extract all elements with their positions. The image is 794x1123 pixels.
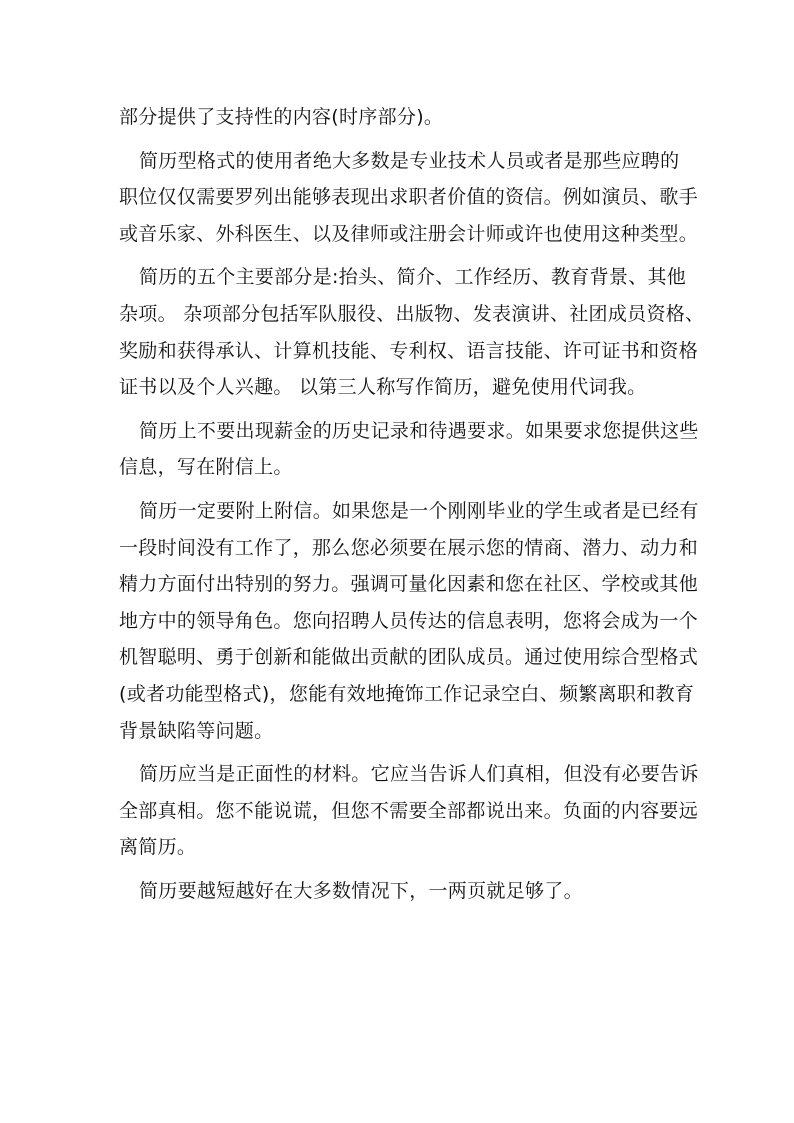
text-line: 一段时间没有工作了，那么您必须要在展示您的情商、潜力、动力和 [119, 536, 699, 559]
paragraph-5 [119, 493, 699, 749]
text-line: 职位仅仅需要罗列出能够表现出求职者价值的资信。例如演员、歌手 [119, 186, 699, 209]
text-line: 离简历。 [119, 836, 197, 859]
text-line: 部分提供了支持性的内容(时序部分)。 [119, 106, 444, 128]
text-line: 杂项。 杂项部分包括军队服役、出版物、发表演讲、社团成员资格、 [119, 302, 705, 325]
text-line: 证书以及个人兴趣。 以第三人称写作简历，避免使用代词我。 [119, 376, 647, 399]
text-line: (或者功能型格式)，您能有效地掩饰工作记录空白、频繁离职和教育 [119, 682, 695, 705]
text-line: 简历的五个主要部分是:抬头、简介、工作经历、教育背景、其他 [139, 266, 687, 289]
paragraph-3 [119, 259, 705, 405]
text-line: 信息，写在附信上。 [119, 456, 293, 479]
text-line: 简历一定要附上附信。如果您是一个刚刚毕业的学生或者是已经有 [139, 499, 699, 522]
paragraph-4 [119, 413, 699, 486]
text-line: 背景缺陷等问题。 [119, 719, 274, 742]
text-line: 地方中的领导角色。您向招聘人员传达的信息表明，您将会成为一个 [119, 609, 699, 632]
document-body [119, 99, 705, 916]
text-line: 简历型格式的使用者绝大多数是专业技术人员或者是那些应聘的 [139, 149, 680, 172]
text-line: 机智聪明、勇于创新和能做出贡献的团队成员。通过使用综合型格式 [119, 646, 699, 669]
paragraph-7 [119, 873, 679, 910]
text-line: 全部真相。您不能说谎，但您不需要全部都说出来。负面的内容要远 [119, 799, 699, 822]
text-line: 简历上不要出现薪金的历史记录和待遇要求。如果要求您提供这些 [139, 419, 699, 442]
text-line: 简历要越短越好在大多数情况下，一两页就足够了。 [139, 879, 583, 902]
text-line: 精力方面付出特别的努力。强调可量化因素和您在社区、学校或其他 [119, 573, 699, 596]
text-line: 奖励和获得承认、计算机技能、专利权、语言技能、许可证书和资格 [119, 339, 699, 362]
text-line: 或音乐家、外科医生、以及律师或注册会计师或许也使用这种类型。 [119, 222, 699, 245]
text-line: 简历应当是正面性的材料。它应当告诉人们真相，但没有必要告诉 [139, 763, 699, 786]
paragraph-1 [119, 99, 679, 136]
paragraph-2 [119, 143, 699, 253]
paragraph-6 [119, 756, 699, 866]
